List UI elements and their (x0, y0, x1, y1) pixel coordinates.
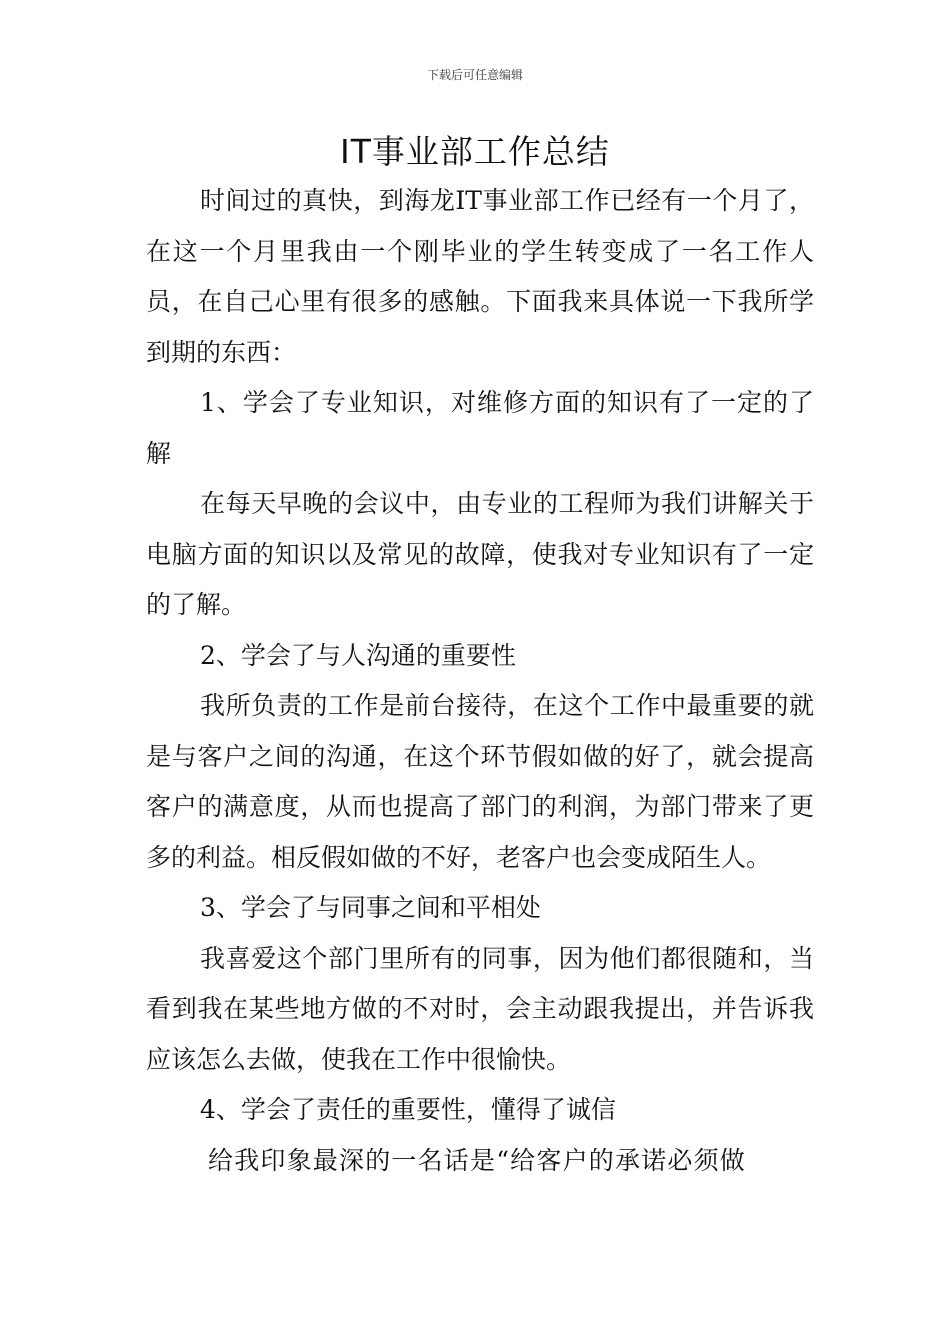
section-paragraph-1: 在每天早晚的会议中，由专业的工程师为我们讲解关于电脑方面的知识以及常见的故障，使我对专业知识有了一定的了解。 (146, 489, 814, 619)
section-paragraph-2: 我所负责的工作是前台接待，在这个工作中最重要的就是与客户之间的沟通，在这个环节假如做的好了，就会提高客户的满意度，从而也提高了部门的利润，为部门带来了更多的利益。相反假如做的不好，老客户也会变成陌生人。 (146, 691, 814, 872)
section-heading-3: 3、学会了与同事之间和平相处 (200, 893, 541, 922)
section-heading-1: 1、学会了专业知识，对维修方面的知识有了一定的了解 (146, 388, 814, 468)
page-header-note: 下载后可任意编辑 (426, 68, 523, 82)
intro-paragraph: 时间过的真快，到海龙IT事业部工作已经有一个月了，在这一个月里我由一个刚毕业的学生转变成了一名工作人员，在自己心里有很多的感触。下面我来具体说一下我所学到期的东西： (146, 186, 814, 367)
document-body (146, 176, 814, 1186)
section-heading-2: 2、学会了与人沟通的重要性 (200, 640, 516, 670)
section-paragraph-3: 我喜爱这个部门里所有的同事，因为他们都很随和，当看到我在某些地方做的不对时，会主动跟我提出，并告诉我应该怎么去做，使我在工作中很愉快。 (146, 943, 814, 1074)
section-heading-4: 4、学会了责任的重要性，懂得了诚信 (200, 1095, 616, 1124)
document-title: IT事业部工作总结 (340, 132, 610, 171)
section-paragraph-4: 给我印象最深的一名话是“给客户的承诺必须做 (208, 1145, 746, 1175)
